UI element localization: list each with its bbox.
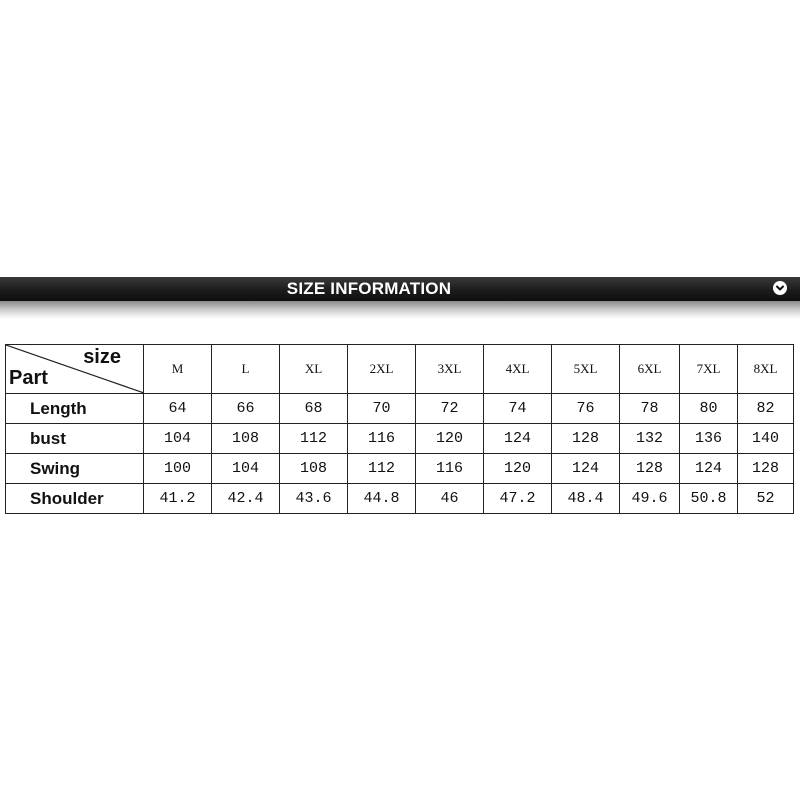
- size-header: 7XL: [680, 345, 738, 394]
- table-cell: 49.6: [620, 484, 680, 514]
- row-label: Swing: [6, 454, 144, 484]
- corner-size-label: size: [83, 346, 121, 368]
- table-cell: 108: [280, 454, 348, 484]
- table-cell: 104: [212, 454, 280, 484]
- table-cell: 128: [620, 454, 680, 484]
- table-cell: 124: [552, 454, 620, 484]
- table-cell: 128: [552, 424, 620, 454]
- table-cell: 104: [144, 424, 212, 454]
- table-cell: 70: [348, 394, 416, 424]
- table-cell: 44.8: [348, 484, 416, 514]
- table-cell: 82: [738, 394, 794, 424]
- table-cell: 120: [484, 454, 552, 484]
- banner-title: SIZE INFORMATION: [286, 279, 452, 298]
- row-label: Shoulder: [6, 484, 144, 514]
- chevron-down-icon[interactable]: [773, 281, 787, 295]
- table-cell: 64: [144, 394, 212, 424]
- table-cell: 128: [738, 454, 794, 484]
- table-cell: 112: [348, 454, 416, 484]
- size-header: 8XL: [738, 345, 794, 394]
- table-cell: 68: [280, 394, 348, 424]
- table-cell: 78: [620, 394, 680, 424]
- table-cell: 72: [416, 394, 484, 424]
- table-cell: 100: [144, 454, 212, 484]
- corner-cell: [6, 345, 144, 394]
- table-cell: 43.6: [280, 484, 348, 514]
- size-header: 5XL: [552, 345, 620, 394]
- size-header: XL: [280, 345, 348, 394]
- size-header: 6XL: [620, 345, 680, 394]
- table-cell: 124: [484, 424, 552, 454]
- table-cell: 74: [484, 394, 552, 424]
- table-row-length: [6, 394, 794, 424]
- row-label: Length: [6, 394, 144, 424]
- corner-part-label: Part: [9, 367, 48, 389]
- size-header: 2XL: [348, 345, 416, 394]
- table-cell: 66: [212, 394, 280, 424]
- table-row-bust: [6, 424, 794, 454]
- table-cell: 50.8: [680, 484, 738, 514]
- table-cell: 48.4: [552, 484, 620, 514]
- size-header: 3XL: [416, 345, 484, 394]
- size-table: [5, 344, 794, 514]
- table-cell: 76: [552, 394, 620, 424]
- table-cell: 41.2: [144, 484, 212, 514]
- table-cell: 112: [280, 424, 348, 454]
- size-header: M: [144, 345, 212, 394]
- table-cell: 42.4: [212, 484, 280, 514]
- table-cell: 46: [416, 484, 484, 514]
- table-row-swing: [6, 454, 794, 484]
- table-cell: 132: [620, 424, 680, 454]
- table-cell: 47.2: [484, 484, 552, 514]
- banner-shadow: [0, 301, 800, 319]
- table-cell: 116: [416, 454, 484, 484]
- table-cell: 120: [416, 424, 484, 454]
- table-cell: 108: [212, 424, 280, 454]
- size-header: 4XL: [484, 345, 552, 394]
- table-cell: 136: [680, 424, 738, 454]
- table-cell: 140: [738, 424, 794, 454]
- table-cell: 52: [738, 484, 794, 514]
- row-label: bust: [6, 424, 144, 454]
- size-header-row: [6, 345, 794, 394]
- size-header: L: [212, 345, 280, 394]
- table-row-shoulder: [6, 484, 794, 514]
- table-cell: 80: [680, 394, 738, 424]
- table-cell: 116: [348, 424, 416, 454]
- table-cell: 124: [680, 454, 738, 484]
